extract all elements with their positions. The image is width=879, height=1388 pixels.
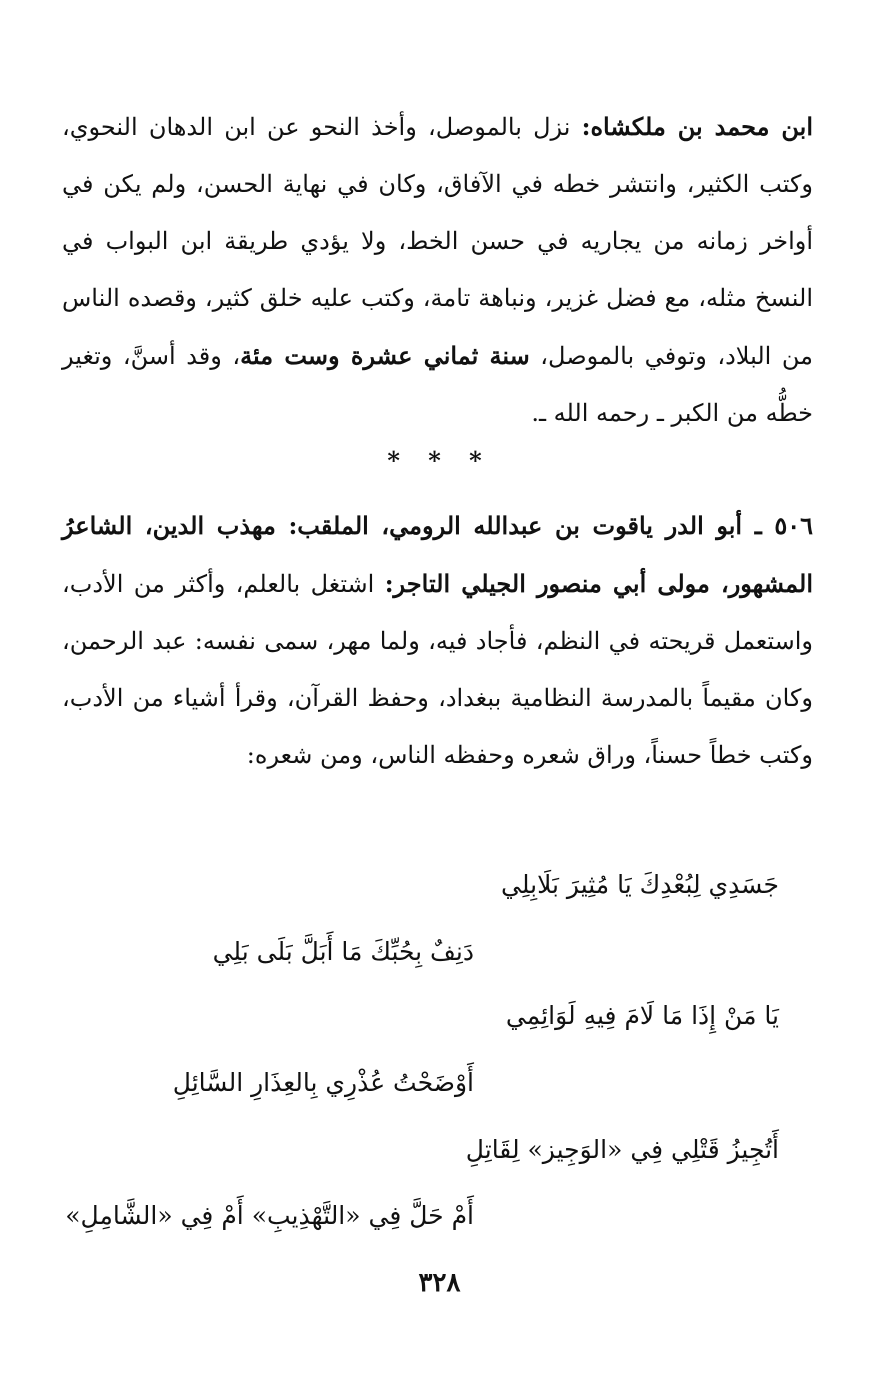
biography-paragraph-end	[62, 98, 813, 442]
biography-text: نزل بالموصل، وأخذ النحو عن ابن الدهان النحوي، وكتب الكثير، وانتشر خطه في الآفاق، وكان في نهاية الحسن، ولم يكن في أواخر زمانه من يجاريه في حسن الخط، ولا يؤدي طريقة ابن البواب في النسخ مثله، مع فضل غزير، ونباهة تامة، وكتب عليه خلق كثير، وقصده الناس من البلاد، وتوفي بالموصل،	[62, 113, 813, 370]
poem-verse-3: يَا مَنْ إِذَا مَا لَامَ فِيهِ لَوَائِمِي	[505, 1001, 779, 1030]
poem-verse-5: أَتُجِيزُ قَتْلِي فِي «الوَجِيز» لِقَاتِلِ	[465, 1135, 779, 1164]
biography-text-end: ، وقد أسنَّ، وتغير خطُّه من الكبر ـ رحمه الله ـ.	[62, 342, 813, 427]
entry-name-continuation: ابن محمد بن ملكشاه:	[581, 112, 813, 141]
poem-verse-6: أَمْ حَلَّ فِي «التَّهْذِيبِ» أَمْ فِي «الشَّامِلِ»	[65, 1201, 474, 1230]
poem-verse-4: أَوْضَحْتُ عُذْرِي بِالعِذَارِ السَّائِلِ	[172, 1068, 474, 1097]
section-separator: * * *	[387, 446, 492, 475]
poem-verse-2: دَنِفٌ بِحُبِّكَ مَا أَبَلَّ بَلَى بَلِي	[212, 937, 474, 966]
death-date: سنة ثماني عشرة وست مئة	[240, 341, 530, 370]
poem-verse-1: جَسَدِي لِبُعْدِكَ يَا مُثِيرَ بَلَابِلِي	[501, 870, 779, 899]
biography-entry-506	[62, 497, 813, 784]
page-number: ٣٢٨	[418, 1268, 461, 1298]
biography-text: اشتغل بالعلم، وأكثر من الأدب، واستعمل قريحته في النظم، فأجاد فيه، ولما مهر، سمى نفسه: عبد الرحمن، وكان مقيماً بالمدرسة النظامية ببغداد، وحفظ القرآن، وقرأ أشياء من الأدب، وكتب خطاً حسناً، وراق شعره وحفظه الناس، ومن شعره:	[62, 570, 813, 769]
entry-heading: ٥٠٦ ـ أبو الدر ياقوت بن عبدالله الرومي، الملقب: مهذب الدين، الشاعرُ المشهور، مولى أبي منصور الجيلي التاجر:	[62, 511, 814, 598]
